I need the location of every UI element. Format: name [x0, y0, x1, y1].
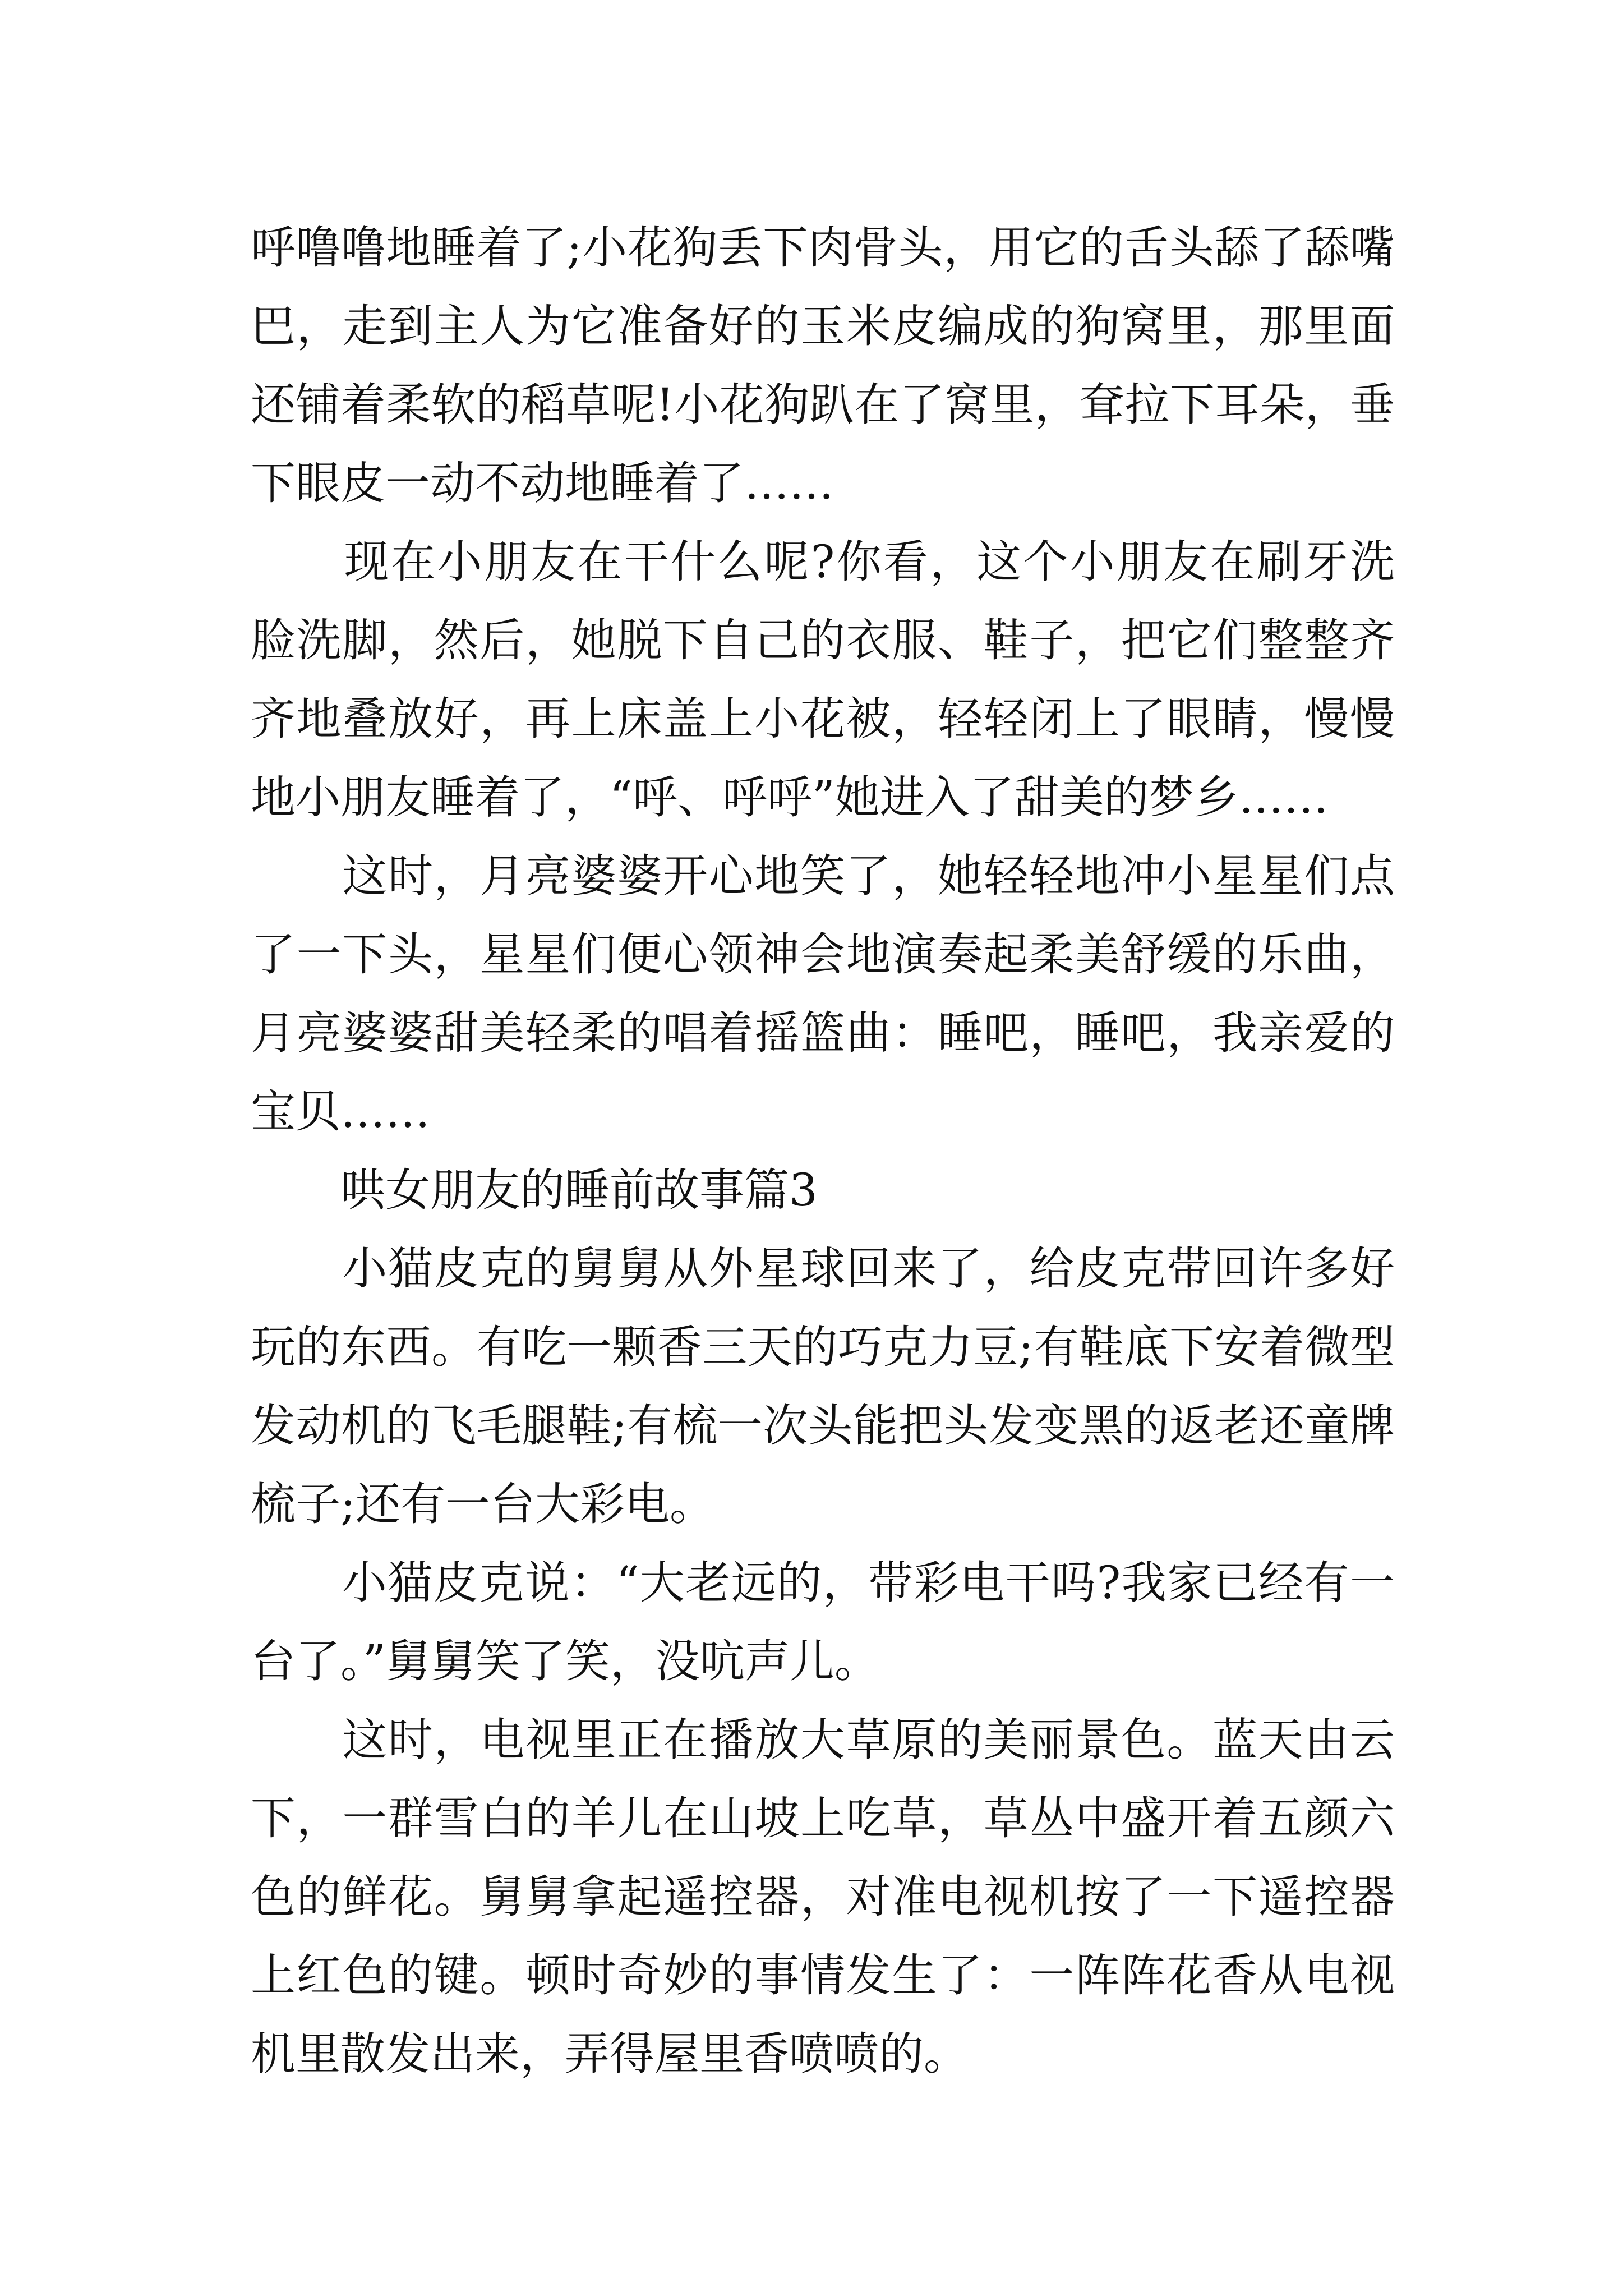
paragraph: 小猫皮克说：“大老远的，带彩电干吗?我家已经有一台了。”舅舅笑了笑，没吭声儿。: [251, 1557, 1395, 1687]
story-text: [251, 209, 1395, 2093]
paragraph: 呼噜噜地睡着了;小花狗丢下肉骨头，用它的舌头舔了舔嘴巴，走到主人为它准备好的玉米皮编成的狗窝里，那里面还铺着柔软的稻草呢!小花狗趴在了窝里，耷拉下耳朵，垂下眼皮一动不动地睡着了……: [251, 222, 1395, 509]
paragraph: 这时，月亮婆婆开心地笑了，她轻轻地冲小星星们点了一下头，星星们便心领神会地演奏起柔美舒缓的乐曲，月亮婆婆甜美轻柔的唱着摇篮曲：睡吧，睡吧，我亲爱的宝贝……: [251, 850, 1395, 1138]
section-heading: 哄女朋友的睡前故事篇3: [251, 1164, 818, 1216]
paragraph: 现在小朋友在干什么呢?你看，这个小朋友在刷牙洗脸洗脚，然后，她脱下自己的衣服、鞋子，把它们整整齐齐地叠放好，再上床盖上小花被，轻轻闭上了眼睛，慢慢地小朋友睡着了，“呼、呼呼”她进入了甜美的梦乡……: [251, 536, 1395, 823]
paragraph: 小猫皮克的舅舅从外星球回来了，给皮克带回许多好玩的东西。有吃一颗香三天的巧克力豆;有鞋底下安着微型发动机的飞毛腿鞋;有梳一次头能把头发变黑的返老还童牌梳子;还有一台大彩电。: [251, 1243, 1395, 1530]
paragraph: 这时，电视里正在播放大草原的美丽景色。蓝天由云下，一群雪白的羊儿在山坡上吃草，草丛中盛开着五颜六色的鲜花。舅舅拿起遥控器，对准电视机按了一下遥控器上红色的键。顿时奇妙的事情发生了：一阵阵花香从电视机里散发出来，弄得屋里香喷喷的。: [251, 1714, 1395, 2080]
